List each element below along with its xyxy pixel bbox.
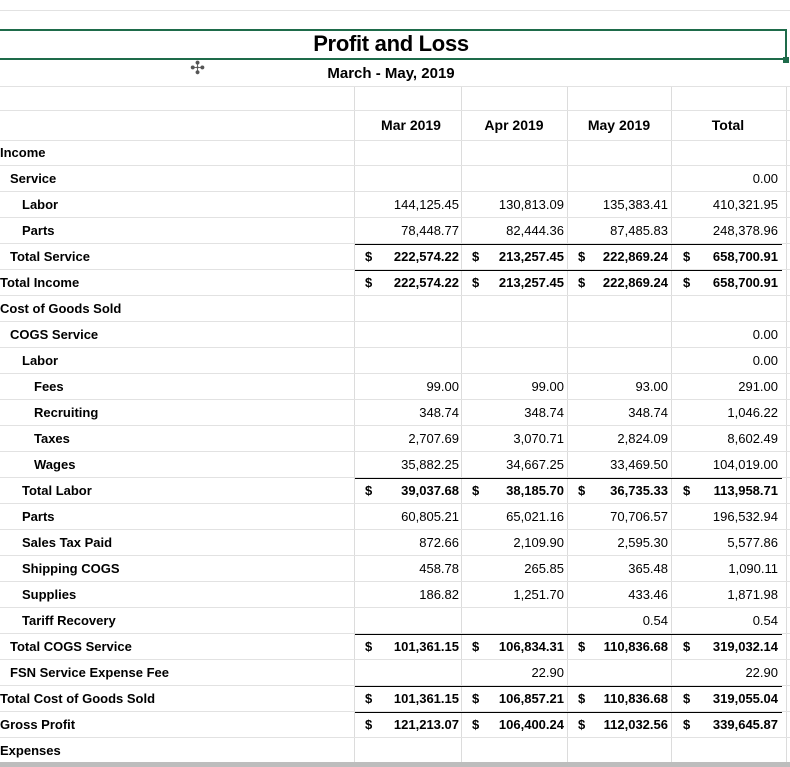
value-cell[interactable]: 0.00 xyxy=(752,327,778,342)
row-label: Total Service xyxy=(10,249,90,264)
value-cell[interactable]: 104,019.00 xyxy=(712,457,778,472)
currency-symbol: $ xyxy=(578,249,586,264)
table-row[interactable] xyxy=(0,659,790,685)
total-rule xyxy=(670,478,782,479)
value-cell[interactable]: 658,700.91 xyxy=(712,275,778,290)
total-rule xyxy=(460,712,568,713)
value-cell[interactable]: 1,090.11 xyxy=(728,561,778,576)
row-label: Parts xyxy=(22,223,55,238)
table-row[interactable] xyxy=(0,347,790,373)
total-rule xyxy=(355,634,463,635)
currency-symbol: $ xyxy=(578,275,586,290)
table-row[interactable] xyxy=(0,243,790,269)
currency-symbol: $ xyxy=(683,691,691,706)
table-row[interactable] xyxy=(0,373,790,399)
value-cell[interactable]: 106,400.24 xyxy=(498,717,564,732)
currency-symbol: $ xyxy=(578,639,586,654)
table-row[interactable] xyxy=(0,191,790,217)
value-cell[interactable]: 410,321.95 xyxy=(712,197,778,212)
value-cell[interactable]: 0.54 xyxy=(752,613,778,628)
value-cell[interactable]: 348.74 xyxy=(419,405,459,420)
value-cell[interactable]: 36,735.33 xyxy=(610,483,668,498)
value-cell[interactable]: 348.74 xyxy=(524,405,564,420)
value-cell[interactable]: 213,257.45 xyxy=(498,275,564,290)
value-cell[interactable]: 110,836.68 xyxy=(603,691,668,706)
table-row[interactable] xyxy=(0,581,790,607)
currency-symbol: $ xyxy=(683,483,691,498)
value-cell[interactable]: 112,032.56 xyxy=(603,717,668,732)
grid-line xyxy=(0,110,790,111)
row-label: Parts xyxy=(22,509,55,524)
value-cell[interactable]: 99.00 xyxy=(426,379,459,394)
value-cell[interactable]: 135,383.41 xyxy=(602,197,668,212)
row-label: Service xyxy=(10,171,57,186)
table-row[interactable] xyxy=(0,477,790,503)
row-label: Supplies xyxy=(22,587,77,602)
currency-symbol: $ xyxy=(472,691,480,706)
value-cell[interactable]: 39,037.68 xyxy=(401,483,459,498)
total-rule xyxy=(355,244,463,245)
total-rule xyxy=(670,244,782,245)
value-cell[interactable]: 458.78 xyxy=(419,561,459,576)
total-rule xyxy=(355,270,463,271)
currency-symbol: $ xyxy=(472,483,480,498)
value-cell[interactable]: 339,645.87 xyxy=(712,717,778,732)
currency-symbol: $ xyxy=(578,717,586,732)
table-row[interactable] xyxy=(0,269,790,295)
value-cell[interactable]: 3,070.71 xyxy=(513,431,564,446)
row-label: Recruiting xyxy=(34,405,99,420)
currency-symbol: $ xyxy=(578,483,586,498)
table-row[interactable] xyxy=(0,217,790,243)
value-cell[interactable]: 365.48 xyxy=(628,561,668,576)
table-row[interactable] xyxy=(0,503,790,529)
value-cell[interactable]: 222,574.22 xyxy=(393,249,459,264)
grid-line xyxy=(0,86,790,87)
total-rule xyxy=(564,712,672,713)
value-cell[interactable]: 0.00 xyxy=(752,171,778,186)
value-cell[interactable]: 0.54 xyxy=(642,613,668,628)
value-cell[interactable]: 1,871.98 xyxy=(727,587,778,602)
total-rule xyxy=(564,270,672,271)
table-row[interactable] xyxy=(0,633,790,659)
value-cell[interactable]: 65,021.16 xyxy=(506,509,564,524)
total-rule xyxy=(670,634,782,635)
value-cell[interactable]: 38,185.70 xyxy=(506,483,564,498)
table-row[interactable] xyxy=(0,607,790,633)
row-label: Taxes xyxy=(34,431,70,446)
table-row[interactable] xyxy=(0,711,790,737)
currency-symbol: $ xyxy=(472,717,480,732)
row-label: Total Labor xyxy=(22,483,92,498)
total-rule xyxy=(460,634,568,635)
value-cell[interactable]: 186.82 xyxy=(419,587,459,602)
value-cell[interactable]: 658,700.91 xyxy=(712,249,778,264)
value-cell[interactable]: 433.46 xyxy=(628,587,668,602)
total-rule xyxy=(670,686,782,687)
value-cell[interactable]: 121,213.07 xyxy=(393,717,459,732)
value-cell[interactable]: 99.00 xyxy=(531,379,564,394)
table-row[interactable] xyxy=(0,555,790,581)
total-rule xyxy=(670,712,782,713)
currency-symbol: $ xyxy=(365,691,373,706)
value-cell[interactable]: 70,706.57 xyxy=(610,509,668,524)
row-label: Total Cost of Goods Sold xyxy=(0,691,156,706)
currency-symbol: $ xyxy=(683,639,691,654)
table-row[interactable] xyxy=(0,321,790,347)
currency-symbol: $ xyxy=(578,691,586,706)
value-cell[interactable]: 2,707.69 xyxy=(408,431,459,446)
value-cell[interactable]: 248,378.96 xyxy=(712,223,778,238)
currency-symbol: $ xyxy=(683,275,691,290)
column-header-apr: Apr 2019 xyxy=(484,117,544,133)
value-cell[interactable]: 101,361.15 xyxy=(393,639,459,654)
value-cell[interactable]: 222,869.24 xyxy=(602,275,668,290)
total-rule xyxy=(460,478,568,479)
value-cell[interactable]: 34,667.25 xyxy=(506,457,564,472)
table-row[interactable] xyxy=(0,399,790,425)
total-rule xyxy=(564,686,672,687)
currency-symbol: $ xyxy=(365,639,373,654)
value-cell[interactable]: 130,813.09 xyxy=(498,197,564,212)
value-cell[interactable]: 33,469.50 xyxy=(610,457,668,472)
total-rule xyxy=(564,244,672,245)
row-label: Wages xyxy=(34,457,76,472)
horizontal-scrollbar[interactable] xyxy=(0,762,790,767)
table-row[interactable] xyxy=(0,139,790,165)
table-row[interactable] xyxy=(0,165,790,191)
report-title: Profit and Loss xyxy=(313,31,469,56)
plus-cursor-icon: ✣ xyxy=(190,58,206,78)
value-cell[interactable]: 22.90 xyxy=(745,665,778,680)
row-label: Tariff Recovery xyxy=(22,613,116,628)
value-cell[interactable]: 319,055.04 xyxy=(712,691,778,706)
currency-symbol: $ xyxy=(365,483,373,498)
row-label: Labor xyxy=(22,197,59,212)
grid-line xyxy=(0,10,790,11)
total-rule xyxy=(564,634,672,635)
row-label: Sales Tax Paid xyxy=(22,535,113,550)
row-label: Labor xyxy=(22,353,59,368)
total-rule xyxy=(460,270,568,271)
value-cell[interactable]: 196,532.94 xyxy=(712,509,778,524)
value-cell[interactable]: 265.85 xyxy=(524,561,564,576)
value-cell[interactable]: 113,958.71 xyxy=(713,483,778,498)
currency-symbol: $ xyxy=(365,717,373,732)
table-row[interactable] xyxy=(0,529,790,555)
value-cell[interactable]: 1,251.70 xyxy=(513,587,564,602)
column-header-may: May 2019 xyxy=(587,117,651,133)
value-cell[interactable]: 110,836.68 xyxy=(603,639,668,654)
total-rule xyxy=(355,712,463,713)
value-cell[interactable]: 222,869.24 xyxy=(602,249,668,264)
total-rule xyxy=(564,478,672,479)
value-cell[interactable]: 319,032.14 xyxy=(712,639,778,654)
value-cell[interactable]: 2,824.09 xyxy=(617,431,668,446)
total-rule xyxy=(460,244,568,245)
row-label: Expenses xyxy=(0,743,61,758)
currency-symbol: $ xyxy=(365,249,373,264)
currency-symbol: $ xyxy=(472,639,480,654)
value-cell[interactable]: 2,109.90 xyxy=(513,535,564,550)
value-cell[interactable]: 5,577.86 xyxy=(727,535,778,550)
currency-symbol: $ xyxy=(365,275,373,290)
row-label: Cost of Goods Sold xyxy=(0,301,122,316)
value-cell[interactable]: 87,485.83 xyxy=(610,223,668,238)
value-cell[interactable]: 8,602.49 xyxy=(727,431,778,446)
value-cell[interactable]: 106,834.31 xyxy=(498,639,564,654)
table-row[interactable] xyxy=(0,451,790,477)
value-cell[interactable]: 213,257.45 xyxy=(498,249,564,264)
currency-symbol: $ xyxy=(683,249,691,264)
value-cell[interactable]: 82,444.36 xyxy=(506,223,564,238)
value-cell[interactable]: 2,595.30 xyxy=(617,535,668,550)
value-cell[interactable]: 106,857.21 xyxy=(498,691,564,706)
column-header-mar: Mar 2019 xyxy=(381,117,441,133)
row-label: Total COGS Service xyxy=(10,639,132,654)
table-row[interactable] xyxy=(0,295,790,321)
row-label: Total Income xyxy=(0,275,80,290)
currency-symbol: $ xyxy=(683,717,691,732)
row-label: FSN Service Expense Fee xyxy=(10,665,169,680)
value-cell[interactable]: 872.66 xyxy=(419,535,459,550)
row-label: Income xyxy=(0,145,46,160)
total-rule xyxy=(670,270,782,271)
value-cell[interactable]: 291.00 xyxy=(738,379,778,394)
row-label: Fees xyxy=(34,379,64,394)
report-subtitle: March - May, 2019 xyxy=(327,65,455,82)
row-label: COGS Service xyxy=(10,327,99,342)
fill-handle[interactable] xyxy=(783,57,789,63)
value-cell[interactable]: 93.00 xyxy=(635,379,668,394)
table-row[interactable] xyxy=(0,685,790,711)
value-cell[interactable]: 101,361.15 xyxy=(393,691,459,706)
table-row[interactable] xyxy=(0,425,790,451)
currency-symbol: $ xyxy=(472,249,480,264)
row-label: Gross Profit xyxy=(0,717,76,732)
value-cell[interactable]: 60,805.21 xyxy=(401,509,459,524)
column-header-total: Total xyxy=(711,117,745,133)
value-cell[interactable]: 222,574.22 xyxy=(393,275,459,290)
value-cell[interactable]: 22.90 xyxy=(531,665,564,680)
value-cell[interactable]: 78,448.77 xyxy=(401,223,459,238)
value-cell[interactable]: 144,125.45 xyxy=(393,197,459,212)
value-cell[interactable]: 35,882.25 xyxy=(401,457,459,472)
row-label: Shipping COGS xyxy=(22,561,120,576)
total-rule xyxy=(460,686,568,687)
value-cell[interactable]: 348.74 xyxy=(628,405,668,420)
value-cell[interactable]: 0.00 xyxy=(752,353,778,368)
table-row[interactable] xyxy=(0,737,790,763)
currency-symbol: $ xyxy=(472,275,480,290)
total-rule xyxy=(355,478,463,479)
value-cell[interactable]: 1,046.22 xyxy=(727,405,778,420)
total-rule xyxy=(355,686,463,687)
